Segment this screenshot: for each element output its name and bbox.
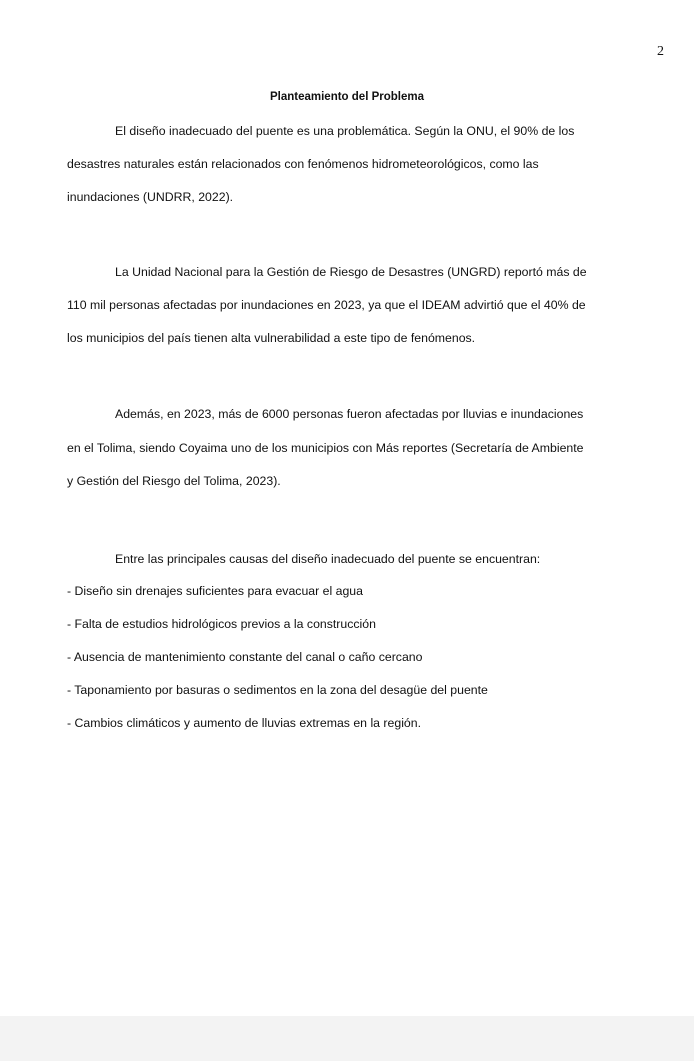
paragraph-line: inundaciones (UNDRR, 2022). [67, 190, 234, 204]
paragraph-line: desastres naturales están relacionados con fenómenos hidrometeorológicos, como las [67, 157, 539, 171]
causes-intro: Entre las principales causas del diseño inadecuado del puente se encuentran: [115, 552, 541, 566]
paragraph-line: Además, en 2023, más de 6000 personas fueron afectadas por lluvias e inundaciones [115, 407, 584, 421]
section-title: Planteamiento del Problema [269, 91, 424, 103]
list-item: - Falta de estudios hidrológicos previos a la construcción [67, 617, 376, 631]
list-item: - Taponamiento por basuras o sedimentos en la zona del desagüe del puente [67, 683, 488, 697]
page-number: 2 [657, 44, 664, 59]
paragraph-line: La Unidad Nacional para la Gestión de Riesgo de Desastres (UNGRD) reportó más de [115, 265, 587, 279]
viewer-bottom-band [0, 1016, 694, 1061]
paragraph-line: los municipios del país tienen alta vulnerabilidad a este tipo de fenómenos. [67, 331, 476, 345]
list-item: - Cambios climáticos y aumento de lluvias extremas en la región. [67, 716, 422, 730]
paragraph-line: en el Tolima, siendo Coyaima uno de los municipios con Más reportes (Secretaría de Ambiente [67, 441, 584, 455]
paragraph-line: y Gestión del Riesgo del Tolima, 2023). [67, 474, 281, 488]
paragraph-line: 110 mil personas afectadas por inundaciones en 2023, ya que el IDEAM advirtió que el 40% de [67, 298, 586, 312]
paragraph-line: El diseño inadecuado del puente es una problemática. Según la ONU, el 90% de los [115, 124, 575, 138]
list-item: - Ausencia de mantenimiento constante del canal o caño cercano [67, 650, 423, 664]
list-item: - Diseño sin drenajes suficientes para evacuar el agua [67, 584, 363, 598]
